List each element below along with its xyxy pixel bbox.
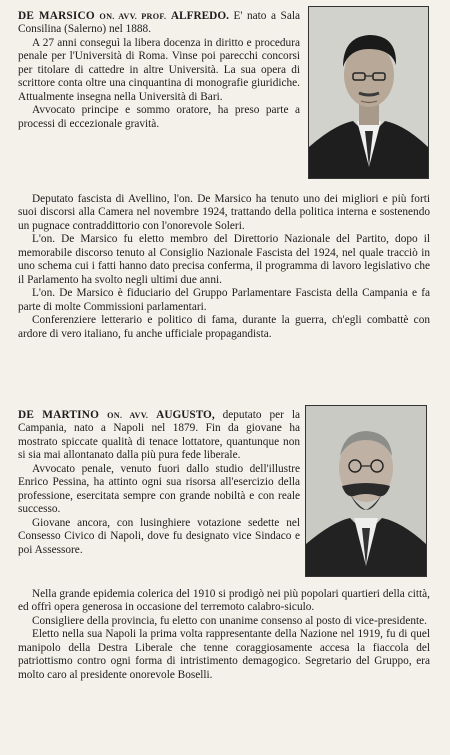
paragraph: Avvocato principe e sommo oratore, ha preso parte a processi di eccezionale gravità. [18,104,300,130]
paragraph: Avvocato penale, venuto fuori dallo studio dell'illustre Enrico Pessina, ha attinto ogni sua risorsa all'esercizio della professione, esercitata sempre con grande nobiltà e con reale successo. [18,462,300,516]
paragraph: Consigliere della provincia, fu eletto con unanime consenso al posto di vice-presidente. [32,614,427,627]
paragraph: L'on. De Marsico fu eletto membro del Direttorio Nazionale del Partito, dopo il memorabile discorso tenuto al Consiglio Nazionale Fascista del 1924, nel quale tracciò in uno schema cui i fatti hanno dato precisa conferma, il programma di lavoro legislativo che il Parlamento ha svolto negli ultimi due anni. [18,233,430,286]
surname: DE MARSICO [18,10,95,22]
portrait-photo-de-marsico [308,6,429,179]
first-name: ALFREDO. [170,10,229,22]
paragraph: Giovane ancora, con lusinghiere votazione sedette nel Consesso Civico di Napoli, dove fu designato vice Sindaco e poi Assessore. [18,516,300,556]
paragraph: Eletto nella sua Napoli la prima volta rappresentante della Nazione nel 1919, fu di quel manipolo della Destra Liberale che tenne coraggiosamente accesa la fiaccola del patriottismo contro ogni forma di intristimento demagogico. Segretario del Gruppo, era molto caro al presidente onorevole Boselli. [18,628,430,681]
intro-text: E' nato a Sala Consilina (Salerno) nel 1888. [18,10,301,36]
portrait-man-2-icon [306,406,426,576]
paragraph: Conferenziere letterario e politico di fama, durante la guerra, ch'egli combattè con ardore di vero italiano, fu anche ufficiale propagandista. [18,314,430,340]
paragraph: A 27 anni conseguì la libera docenza in diritto e procedura penale per l'Università di Roma. Vinse poi parecchi concorsi per titolare di cattedre in altre Università. La sua opera di scrittore conta oltre una cinquantina di monografie giuridiche. Attualmente insegna nella Università di Bari. [18,36,300,103]
first-name: AUGUSTO, [156,409,215,421]
honorific-titles: ON. AVV. PROF. [99,12,167,21]
honorific-titles: ON. AVV. [107,411,149,420]
paragraph: L'on. De Marsico è fiduciario del Gruppo Parlamentare Fascista della Campania e fa parte di molte Commissioni parlamentari. [18,287,430,313]
surname: DE MARTINO [18,409,100,421]
portrait-photo-de-martino [305,405,427,577]
biography-text-de-martino [18,409,300,557]
intro-paragraph [18,409,300,463]
paragraph: Nella grande epidemia colerica del 1910 si prodigò nei più popolari quartieri della città, ed offrì opera generosa in occasione del terremoto calabro-siculo. [18,588,430,614]
paragraph: Deputato fascista di Avellino, l'on. De Marsico ha tenuto uno dei migliori e più forti suoi discorsi alla Camera nel novembre 1924, trattando della politica interna e sostenendo un pugnace contraddittorio con l'onorevole Soleri. [18,193,430,232]
biography-entry-de-martino [0,395,450,755]
portrait-man-1-icon [309,7,428,178]
biography-text-de-marsico [18,10,300,180]
intro-paragraph [18,10,300,37]
biography-text-de-martino-continued [18,588,430,682]
intro-text: deputato per la Campania, nato a Napoli nel 1879. Fin da giovane ha mostrato spiccate qualità di tenace lottatore, quantunque non si sia mai allontanato dalla più pura fede liberale. [18,409,301,462]
biography-text-de-marsico-continued [18,193,430,341]
